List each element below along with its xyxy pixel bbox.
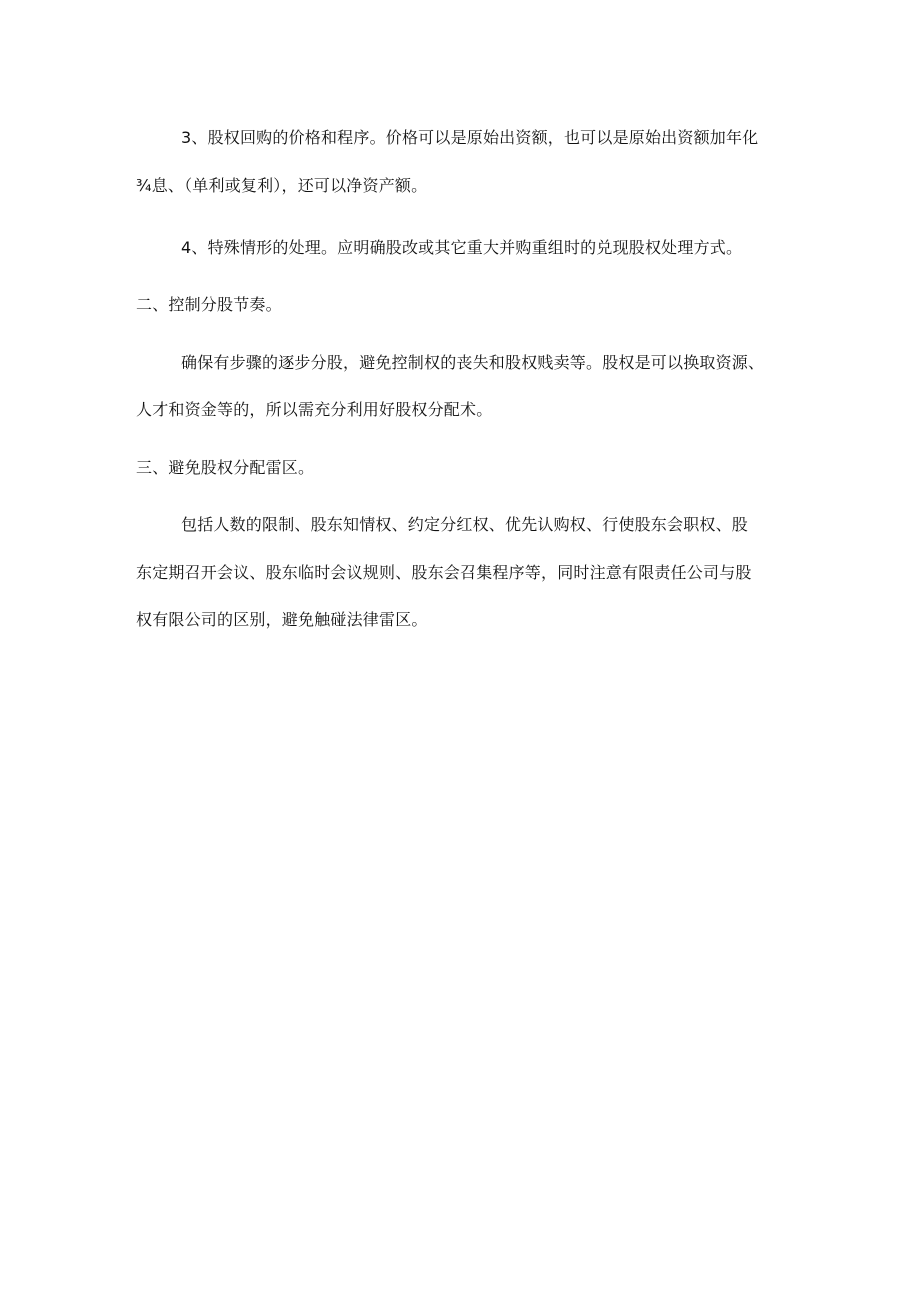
section-3-body-line-1: 包括人数的限制、股东知情权、约定分红权、优先认购权、行使股东会职权、股: [181, 515, 749, 534]
section-2-body-line-2: 人才和资金等的，所以需充分利用好股权分配术。: [136, 400, 493, 419]
section-3-body-line-2: 东定期召开会议、股东临时会议规则、股东会召集程序等，同时注意有限责任公司与股: [136, 563, 752, 582]
paragraph-3-line-2: ¾息、（单利或复利），还可以净资产额。: [136, 176, 428, 195]
paragraph-4-line-1: 4、特殊情形的处理。应明确股改或其它重大并购重组时的兑现股权处理方式。: [181, 238, 743, 257]
section-3-body-line-3: 权有限公司的区别，避免触碰法律雷区。: [136, 610, 428, 629]
paragraph-3-line-1: 3、股权回购的价格和程序。价格可以是原始出资额，也可以是原始出资额加年化: [181, 128, 759, 147]
section-heading-3: 三、避免股权分配雷区。: [136, 458, 315, 477]
section-2-body-line-1: 确保有步骤的逐步分股，避免控制权的丧失和股权贱卖等。股权是可以换取资源、: [181, 353, 765, 372]
section-heading-2: 二、控制分股节奏。: [136, 295, 282, 314]
